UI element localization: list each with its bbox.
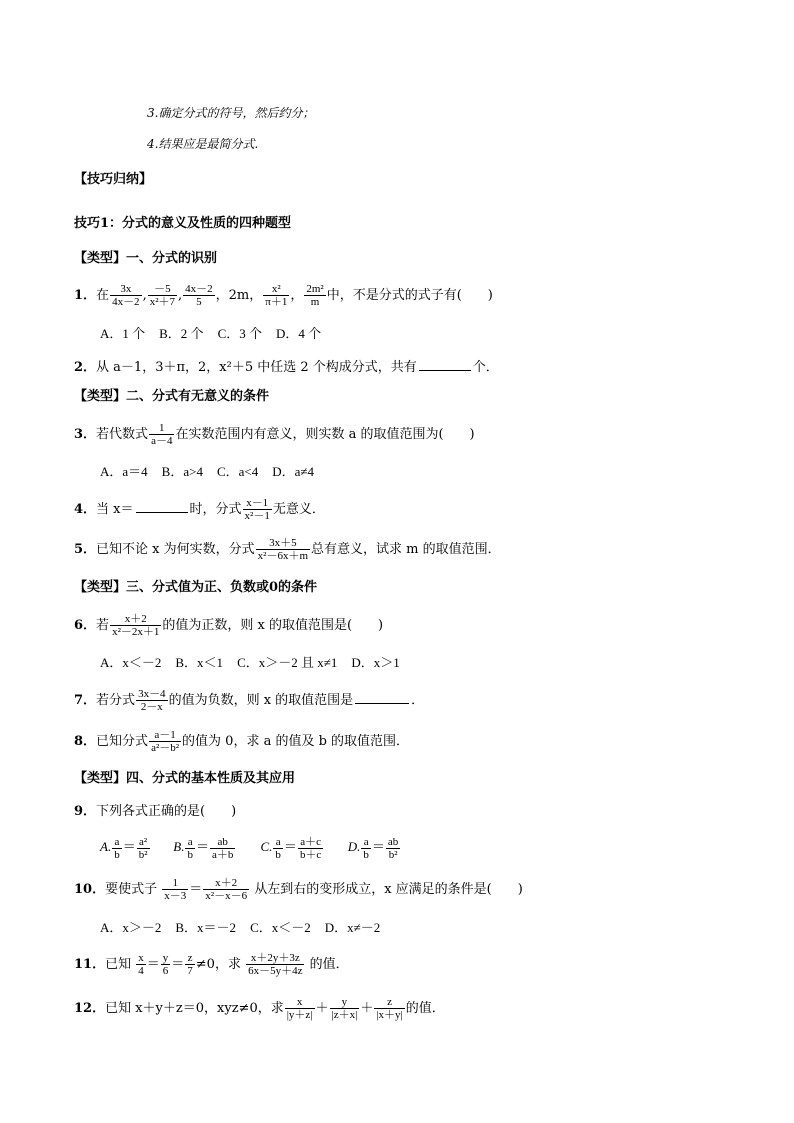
numerator: z: [187, 952, 193, 964]
fraction: [161, 952, 171, 977]
numerator: x: [138, 952, 144, 964]
question-number: 7．: [74, 693, 97, 708]
fraction: [183, 283, 215, 308]
fraction: [149, 422, 174, 447]
step-4: 4.结果应是最简分式.: [147, 137, 259, 151]
numerator: x²: [271, 283, 281, 295]
denominator: 7: [187, 965, 193, 977]
paren-close: ): [378, 618, 384, 633]
question-3: [74, 421, 475, 449]
equals-sign: ＝: [189, 882, 203, 897]
question-number: 4．: [74, 502, 97, 517]
question-number: 10．: [74, 882, 106, 897]
denominator: 2－x: [136, 700, 168, 713]
fraction: [203, 877, 249, 902]
denominator: b＋c: [299, 848, 322, 861]
option-b: B．x＜1: [175, 655, 224, 670]
denominator: |z＋x|: [331, 1009, 358, 1021]
fraction: [330, 996, 360, 1021]
numerator: a: [114, 835, 120, 848]
denominator: a²－b²: [151, 742, 180, 754]
q3-options: [100, 464, 328, 480]
answer-blank[interactable]: [419, 358, 471, 371]
fraction: [110, 283, 142, 308]
option-c: C．a<4: [216, 464, 259, 479]
option-d: D．a≠4: [272, 464, 315, 479]
fraction: [210, 836, 235, 861]
denominator: m: [304, 295, 325, 308]
q4-pre: 当 x＝: [96, 502, 134, 517]
numerator: －5: [154, 283, 171, 295]
q3-pre: 若代数式: [96, 427, 149, 442]
numerator: 1: [172, 877, 178, 889]
option-d: D．x＞1: [351, 655, 400, 670]
numerator: x: [296, 996, 303, 1008]
option-letter: B.: [173, 839, 185, 854]
option-a: A．x＞－2: [100, 920, 162, 935]
question-number: 11．: [74, 957, 106, 972]
denominator: a－4: [151, 435, 173, 447]
option-a: A．x＜－2: [100, 655, 162, 670]
fraction: [185, 952, 195, 977]
q11-mid: ≠0，求: [195, 957, 241, 972]
question-7: [74, 687, 424, 715]
denominator: x－3: [164, 890, 187, 902]
numerator: a: [363, 835, 369, 848]
numerator: a: [187, 835, 193, 848]
fraction: [246, 952, 304, 977]
step-3: 3.确定分式的符号，然后约分；: [147, 106, 315, 120]
denominator: π＋1: [265, 296, 288, 308]
denominator: |x＋y|: [376, 1009, 403, 1021]
denominator: 6: [162, 965, 169, 977]
fraction: [263, 283, 289, 308]
numerator: 3x: [120, 283, 132, 295]
denominator: x²－1: [244, 510, 270, 522]
q7-tail: ．: [411, 693, 425, 708]
fraction: [374, 996, 404, 1021]
question-6: [74, 612, 383, 640]
q4-mid: 时，分式: [189, 502, 242, 517]
option-b: B．2 个: [159, 326, 204, 341]
question-number: 2．: [74, 360, 97, 375]
q1-mid: ，2m，: [215, 288, 263, 303]
numerator: a－1: [154, 729, 176, 741]
denominator: x²－6x＋m: [257, 550, 309, 562]
skill-1-title: 技巧1：分式的意义及性质的四种题型: [74, 216, 292, 231]
option-b: B．x＝－2: [175, 920, 237, 935]
denominator: 4x－2: [112, 296, 140, 308]
fraction: [361, 836, 371, 861]
q9-options: [100, 832, 418, 862]
type-4-heading: 【类型】四、分式的基本性质及其应用: [74, 771, 296, 786]
question-number: 12．: [74, 1001, 106, 1016]
denominator: x²－x－6: [205, 890, 248, 902]
answer-blank[interactable]: [355, 691, 409, 704]
paren-close: ): [469, 427, 475, 442]
paren-close: ): [517, 882, 523, 897]
denominator: a＋b: [211, 848, 234, 861]
numerator: 4x－2: [185, 283, 213, 295]
option-c: C. $\frac{a}{b}$ ＝ $\frac{a+c}{b+c}$: [260, 835, 322, 861]
denominator: 6x－5y＋4z: [248, 965, 303, 977]
fraction: [386, 836, 400, 861]
question-number: 3．: [74, 427, 97, 442]
numerator: x－1: [246, 497, 269, 509]
question-number: 5．: [74, 542, 97, 557]
q12-post: 的值．: [405, 1001, 445, 1016]
fraction: [256, 537, 310, 562]
numerator: y: [341, 996, 348, 1008]
q8-pre: 已知分式: [96, 734, 149, 749]
numerator: ab: [217, 835, 228, 848]
option-letter: A.: [100, 839, 112, 854]
type-2-heading: 【类型】二、分式有无意义的条件: [74, 389, 270, 404]
question-number: 1．: [74, 288, 97, 303]
numerator: y: [162, 952, 169, 964]
fraction: [149, 729, 181, 754]
fraction: [162, 877, 188, 902]
type-3-heading: 【类型】三、分式值为正、负数或0的条件: [74, 580, 318, 595]
numerator: x＋2y＋3z: [250, 952, 300, 964]
q7-pre: 若分式: [96, 693, 136, 708]
paren-close: ): [487, 288, 493, 303]
denominator: b: [187, 848, 193, 861]
option-d: D．x≠－2: [324, 920, 381, 935]
fraction: [285, 996, 315, 1021]
numerator: z: [387, 996, 392, 1008]
option-a: A．a＝4: [100, 464, 148, 479]
numerator: x＋2: [215, 877, 238, 889]
option-a: A．1 个: [100, 326, 146, 341]
denominator: b: [363, 848, 369, 861]
question-4: [74, 496, 325, 524]
question-number: 9．: [74, 804, 97, 819]
question-10: [74, 876, 523, 904]
denominator: x²＋7: [149, 296, 176, 308]
q9-text: 下列各式正确的是(: [96, 804, 206, 819]
answer-blank[interactable]: [136, 500, 188, 513]
denominator: 4: [138, 965, 144, 977]
option-c: C．x＜－2: [250, 920, 311, 935]
fraction: [136, 952, 146, 977]
question-11: 11．已知 $\frac{x}{4}$ ＝ $\frac{y}{6}$ ＝ $\frac{z}{7}$ ≠0，求 $\frac{x+2y+3z}{6x-5y+4z}$ 的值．: [74, 952, 349, 977]
fraction: [136, 688, 168, 713]
q6-options: [100, 655, 414, 671]
option-d: D．4 个: [275, 326, 322, 341]
q11-pre: 已知: [105, 957, 132, 972]
q10-post: 从左到右的变形成立，x 应满足的条件是(: [254, 882, 492, 897]
denominator: x²－2x＋1: [112, 626, 160, 638]
option-letter: C.: [260, 839, 273, 854]
question-12: 12．已知 x＋y＋z＝0，xyz≠0，求 $\frac{x}{|y+z|}$ ＋ $\frac{y}{|z+x|}$ ＋ $\frac{z}{|x+y|}$ 的值．: [74, 996, 445, 1021]
fraction: [298, 836, 323, 861]
q11-post: 的值．: [309, 957, 349, 972]
denominator: b²: [386, 848, 400, 861]
question-1: 1．在 $\frac{3x}{4x-2}$ , $\frac{-5}{\text{x²＋7}}$ , $\frac{4x-2}{5}$ ，2m， $\frac{\text{x²}}{\pi+1}$ ， $\frac{\text{2m²}}{m}$ 中，不是分式的式子有( ): [74, 283, 493, 308]
question-number: 8．: [74, 734, 97, 749]
fraction: [304, 283, 325, 308]
numerator: 2m²: [306, 283, 324, 295]
option-d: D. $\frac{a}{b}$ ＝ $\frac{ab}{\text{b²}}$: [347, 835, 399, 861]
question-number: 6．: [74, 618, 97, 633]
numerator: ab: [387, 835, 399, 848]
numerator: 1: [159, 422, 165, 434]
numerator: a＋c: [300, 835, 322, 848]
denominator: b: [114, 848, 120, 861]
option-letter: D.: [347, 839, 361, 854]
q10-pre: 要使式子: [105, 882, 158, 897]
question-5: [74, 536, 501, 564]
q1-options: [100, 326, 335, 342]
denominator: |y＋z|: [286, 1009, 313, 1021]
denominator: b²: [138, 848, 148, 861]
q1-post: 中，不是分式的式子有(: [326, 288, 462, 303]
q7-post: 的值为负数，则 x 的取值范围是: [168, 693, 354, 708]
q10-options: [100, 920, 394, 936]
q5-post: 总有意义，试求 m 的取值范围．: [311, 542, 501, 557]
q5-pre: 已知不论 x 为何实数，分式: [96, 542, 255, 557]
q3-post: 在实数范围内有意义，则实数 a 的取值范围为(: [175, 427, 444, 442]
numerator: 3x＋5: [269, 537, 297, 549]
option-c: C．x＞－2 且 x≠1: [237, 655, 338, 670]
numerator: a: [275, 835, 281, 848]
question-9: [74, 804, 236, 820]
q2-text: 从 a－1，3＋π，2，x²＋5 中任选 2 个构成分式，共有: [96, 360, 417, 375]
numerator: 3x－4: [138, 688, 166, 700]
fraction: [137, 836, 150, 861]
fraction: [112, 836, 122, 861]
type-1-heading: 【类型】一、分式的识别: [74, 251, 218, 266]
denominator: 5: [183, 295, 215, 308]
denominator: b: [275, 848, 281, 861]
q4-post: 无意义．: [272, 502, 325, 517]
option-a: A. $\frac{a}{b}$ ＝ $\frac{\text{a²}}{\text{b²}}$: [100, 835, 148, 861]
question-8: [74, 728, 409, 756]
option-c: C．3 个: [217, 326, 262, 341]
q2-tail: 个．: [472, 360, 499, 375]
q6-post: 的值为正数，则 x 的取值范围是(: [162, 618, 353, 633]
option-b: B．a>4: [161, 464, 203, 479]
option-b: B. $\frac{a}{b}$ ＝ $\frac{ab}{a+b}$: [173, 835, 234, 861]
q6-pre: 若: [96, 618, 110, 633]
fraction: [185, 836, 195, 861]
q12-pre: 已知 x＋y＋z＝0，xyz≠0，求: [105, 1001, 284, 1016]
section-title: 【技巧归纳】: [74, 172, 153, 187]
paren-close: ): [231, 804, 237, 819]
question-2: [74, 358, 499, 376]
fraction: [243, 497, 272, 522]
fraction: [110, 613, 161, 638]
numerator: x＋2: [124, 613, 147, 625]
q8-post: 的值为 0，求 a 的值及 b 的取值范围．: [182, 734, 410, 749]
fraction: [273, 836, 283, 861]
q1-pre: 在: [96, 288, 110, 303]
fraction: [148, 283, 177, 308]
numerator: a²: [139, 835, 148, 848]
